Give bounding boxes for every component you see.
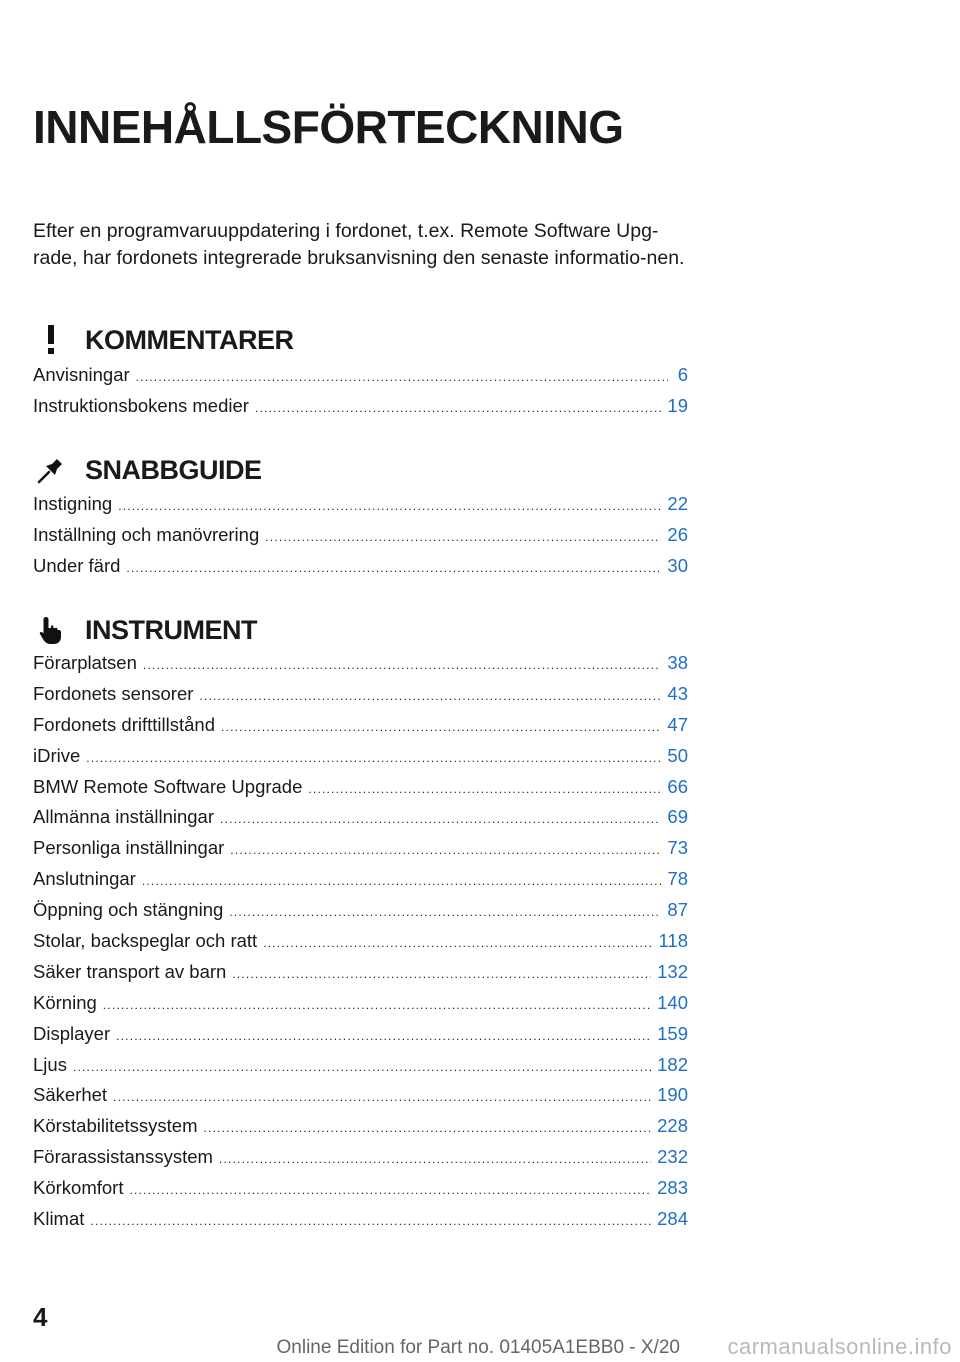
dot-leader	[142, 874, 662, 888]
toc-page-link[interactable]: 140	[657, 991, 688, 1013]
toc-entry-label: Körkomfort	[33, 1177, 124, 1199]
toc-entry[interactable]	[33, 806, 688, 837]
edition-footer: Online Edition for Part no. 01405A1EBB0 - X/20	[276, 1337, 680, 1358]
dot-leader	[73, 1060, 651, 1074]
toc-entry[interactable]	[33, 524, 688, 555]
toc-page-link[interactable]: 26	[667, 523, 688, 545]
toc-entry[interactable]	[33, 868, 688, 899]
toc-page-link[interactable]: 283	[657, 1177, 688, 1199]
toc-page-link[interactable]: 132	[657, 960, 688, 982]
toc-entry[interactable]	[33, 1023, 688, 1054]
toc-entry-label: Fordonets sensorer	[33, 682, 194, 704]
watermark: carmanualsonline.info	[727, 1334, 952, 1359]
toc-entry[interactable]	[33, 1208, 688, 1239]
toc-entry-label: Instigning	[33, 493, 113, 514]
toc-entry-label: iDrive	[33, 744, 81, 766]
toc-entry[interactable]	[33, 899, 688, 930]
toc-entry[interactable]	[33, 1146, 688, 1177]
toc-entry-label: Instruktionsbokens medier	[33, 394, 249, 416]
toc-entry-label: Körning	[33, 991, 97, 1013]
toc-page-link[interactable]: 19	[667, 394, 688, 416]
dot-leader	[136, 370, 668, 384]
toc-list-snabbguide	[33, 493, 688, 586]
toc-page-link[interactable]: 190	[657, 1084, 688, 1106]
dot-leader	[308, 782, 661, 796]
toc-entry-label: Stolar, backspeglar och ratt	[33, 930, 258, 952]
dot-leader	[116, 1029, 651, 1043]
dot-leader	[103, 998, 651, 1012]
toc-entry[interactable]	[33, 1084, 688, 1115]
toc-entry[interactable]	[33, 714, 688, 745]
toc-entry[interactable]	[33, 1177, 688, 1208]
toc-page-link[interactable]: 87	[667, 899, 688, 921]
toc-entry-label: Personliga inställningar	[33, 837, 225, 859]
toc-page-link[interactable]: 118	[658, 930, 688, 952]
toc-entry-label: Förarplatsen	[33, 652, 137, 673]
exclamation-icon	[33, 322, 69, 358]
toc-entry-label: Displayer	[33, 1022, 111, 1044]
toc-page-link[interactable]: 78	[667, 868, 688, 890]
dot-leader	[219, 1152, 651, 1166]
toc-entry-label: Ljus	[33, 1053, 67, 1075]
toc-entry-label: Inställning och manövrering	[33, 523, 260, 545]
toc-list-kommentarer	[33, 364, 688, 426]
toc-page-link[interactable]: 43	[667, 682, 688, 704]
toc-entry[interactable]	[33, 837, 688, 868]
dot-leader	[229, 905, 661, 919]
toc-entry[interactable]	[33, 555, 688, 586]
toc-page-link[interactable]: 69	[667, 806, 688, 828]
page-title: INNEHÅLLSFÖRTECKNING	[33, 101, 624, 153]
dot-leader	[220, 812, 661, 826]
toc-entry[interactable]	[33, 683, 688, 714]
dot-leader	[126, 561, 661, 575]
dot-leader	[113, 1090, 651, 1104]
dot-leader	[199, 689, 661, 703]
page-number: 4	[33, 1302, 48, 1332]
toc-entry-label: Säker transport av barn	[33, 960, 227, 982]
toc-page-link[interactable]: 73	[667, 837, 688, 859]
dot-leader	[230, 843, 661, 857]
pointing-hand-icon	[33, 612, 69, 648]
toc-entry-label: Öppning och stängning	[33, 899, 224, 921]
toc-page-link[interactable]: 228	[657, 1115, 688, 1137]
dot-leader	[221, 720, 661, 734]
toc-page-link[interactable]: 30	[667, 554, 688, 576]
toc-entry-label: Förarassistanssystem	[33, 1146, 213, 1168]
dot-leader	[255, 401, 661, 415]
dot-leader	[263, 936, 652, 950]
section-heading-label: INSTRUMENT	[85, 614, 257, 645]
toc-entry[interactable]	[33, 493, 688, 524]
toc-entry-label: Körstabilitetssystem	[33, 1115, 198, 1137]
toc-entry[interactable]	[33, 1054, 688, 1085]
section-heading-kommentarer	[33, 322, 293, 358]
toc-entry-label: Anslutningar	[33, 868, 136, 890]
toc-page-link[interactable]: 159	[657, 1022, 688, 1044]
toc-page-link[interactable]: 38	[667, 652, 688, 673]
toc-entry[interactable]	[33, 961, 688, 992]
dot-leader	[204, 1121, 652, 1135]
toc-page-link[interactable]: 284	[657, 1208, 688, 1230]
toc-entry-label: BMW Remote Software Upgrade	[33, 775, 303, 797]
toc-entry-label: Under färd	[33, 554, 121, 576]
toc-page-link[interactable]: 47	[667, 713, 688, 735]
section-heading-snabbguide	[33, 452, 262, 488]
toc-entry-label: Klimat	[33, 1208, 85, 1230]
toc-entry-label: Fordonets drifttillstånd	[33, 713, 216, 735]
intro-paragraph: Efter en programvaruuppdatering i fordonet, t.ex. Remote Software Upg-rade, har fordonets integrerade bruksanvisning den senaste informatio-nen.	[33, 220, 685, 269]
toc-page-link[interactable]: 50	[667, 744, 688, 766]
toc-page-link[interactable]: 22	[667, 493, 688, 514]
toc-entry-label: Anvisningar	[33, 364, 130, 385]
toc-entry[interactable]	[33, 776, 688, 807]
dot-leader	[86, 751, 661, 765]
dot-leader	[232, 967, 651, 981]
toc-page-link[interactable]: 6	[677, 364, 688, 385]
toc-page-link[interactable]: 182	[657, 1053, 688, 1075]
toc-entry[interactable]	[33, 992, 688, 1023]
dot-leader	[129, 1183, 651, 1197]
toc-entry[interactable]	[33, 745, 688, 776]
dot-leader	[90, 1214, 651, 1228]
toc-entry-label: Säkerhet	[33, 1084, 108, 1106]
dot-leader	[143, 658, 662, 672]
section-heading-label: SNABBGUIDE	[85, 454, 262, 485]
dot-leader	[118, 499, 661, 513]
toc-entry[interactable]	[33, 364, 688, 395]
dot-leader	[265, 530, 661, 544]
toc-entry-label: Allmänna inställningar	[33, 806, 214, 828]
toc-entry[interactable]	[33, 930, 688, 961]
toc-entry[interactable]	[33, 1115, 688, 1146]
toc-page-link[interactable]: 232	[657, 1146, 688, 1168]
section-heading-label: KOMMENTARER	[85, 324, 294, 355]
toc-page-link[interactable]: 66	[667, 775, 688, 797]
toc-entry[interactable]	[33, 652, 688, 683]
section-heading-instrument	[33, 612, 257, 648]
toc-list-instrument	[33, 652, 688, 1239]
toc-entry[interactable]	[33, 395, 688, 426]
pushpin-icon	[33, 452, 69, 488]
